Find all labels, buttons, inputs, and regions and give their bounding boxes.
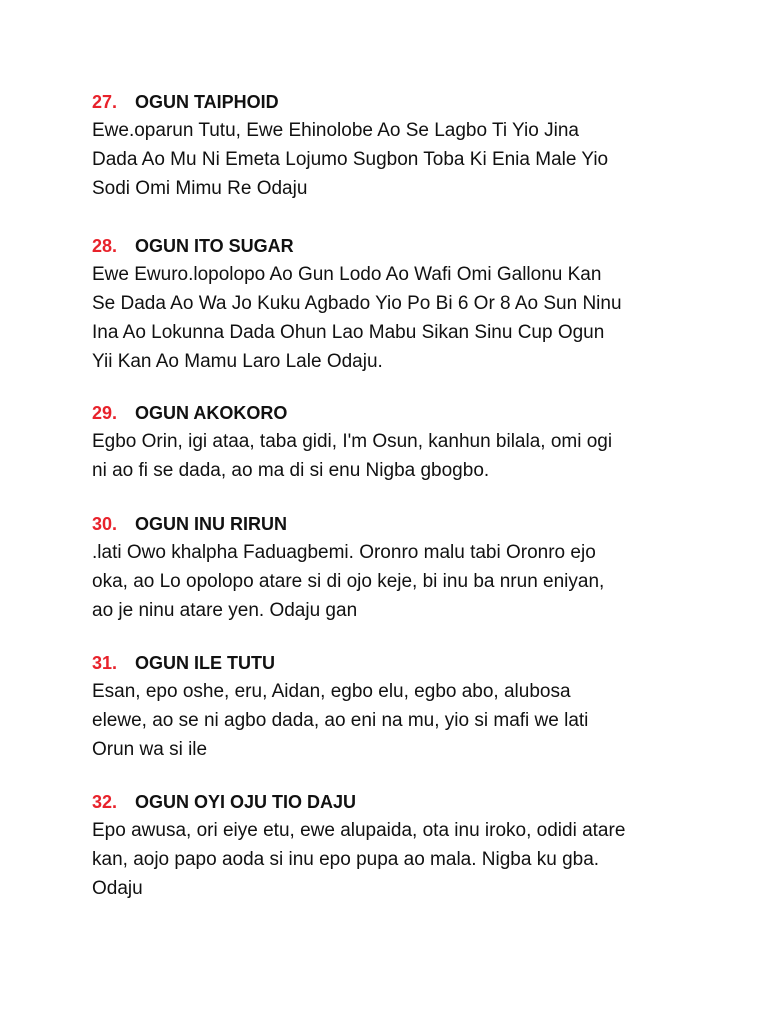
- entry-number: 30.: [92, 514, 118, 534]
- entry-heading: [92, 652, 692, 674]
- body-line: Egbo Orin, igi ataa, taba gidi, I'm Osun, kanhun bilala, omi ogi: [92, 431, 613, 452]
- entry-title: OGUN OYI OJU TIO DAJU: [135, 792, 357, 812]
- body-line: Esan, epo oshe, eru, Aidan, egbo elu, egbo abo, alubosa: [92, 681, 571, 702]
- body-line: Ewe Ewuro.lopolopo Ao Gun Lodo Ao Wafi Omi Gallonu Kan: [92, 264, 602, 285]
- entry-body: [92, 816, 692, 903]
- body-line: Ina Ao Lokunna Dada Ohun Lao Mabu Sikan Sinu Cup Ogun: [92, 322, 605, 343]
- entry-title: OGUN ILE TUTU: [135, 653, 275, 673]
- body-line: Sodi Omi Mimu Re Odaju: [92, 178, 308, 199]
- body-line: Odaju: [92, 878, 143, 899]
- entry-heading: [92, 513, 692, 535]
- body-line: elewe, ao se ni agbo dada, ao eni na mu, yio si mafi we lati: [92, 710, 589, 731]
- entry-number: 29.: [92, 403, 118, 423]
- body-line: .lati Owo khalpha Faduagbemi. Oronro malu tabi Oronro ejo: [92, 542, 596, 563]
- entry-heading: [92, 91, 692, 113]
- body-line: oka, ao Lo opolopo atare si di ojo keje, bi inu ba nrun eniyan,: [92, 571, 605, 592]
- entry-number: 28.: [92, 236, 118, 256]
- entry-heading: [92, 791, 692, 813]
- entry-title: OGUN ITO SUGAR: [135, 236, 294, 256]
- remedy-entry-30: [92, 513, 692, 625]
- remedy-entry-28: [92, 235, 692, 376]
- body-line: Epo awusa, ori eiye etu, ewe alupaida, ota inu iroko, odidi atare: [92, 820, 626, 841]
- remedy-entry-27: [92, 91, 692, 203]
- entry-title: OGUN INU RIRUN: [135, 514, 287, 534]
- body-line: Se Dada Ao Wa Jo Kuku Agbado Yio Po Bi 6 Or 8 Ao Sun Ninu: [92, 293, 622, 314]
- entry-body: [92, 538, 692, 625]
- entry-number: 27.: [92, 92, 118, 112]
- body-line: Orun wa si ile: [92, 739, 208, 760]
- body-line: ao je ninu atare yen. Odaju gan: [92, 600, 358, 621]
- body-line: kan, aojo papo aoda si inu epo pupa ao mala. Nigba ku gba.: [92, 849, 600, 870]
- body-line: Ewe.oparun Tutu, Ewe Ehinolobe Ao Se Lagbo Ti Yio Jina: [92, 120, 579, 141]
- remedy-entry-31: [92, 652, 692, 764]
- entry-body: [92, 116, 692, 203]
- entry-body: [92, 260, 692, 376]
- entry-heading: [92, 235, 692, 257]
- remedy-entry-32: [92, 791, 692, 903]
- remedy-entry-29: [92, 402, 692, 485]
- entry-heading: [92, 402, 692, 424]
- entry-number: 32.: [92, 792, 118, 812]
- body-line: Dada Ao Mu Ni Emeta Lojumo Sugbon Toba Ki Enia Male Yio: [92, 149, 609, 170]
- entry-title: OGUN AKOKORO: [135, 403, 288, 423]
- entry-body: [92, 677, 692, 764]
- body-line: ni ao fi se dada, ao ma di si enu Nigba gbogbo.: [92, 460, 490, 481]
- entry-body: [92, 427, 692, 485]
- entry-title: OGUN TAIPHOID: [135, 92, 279, 112]
- entry-number: 31.: [92, 653, 118, 673]
- body-line: Yii Kan Ao Mamu Laro Lale Odaju.: [92, 351, 383, 372]
